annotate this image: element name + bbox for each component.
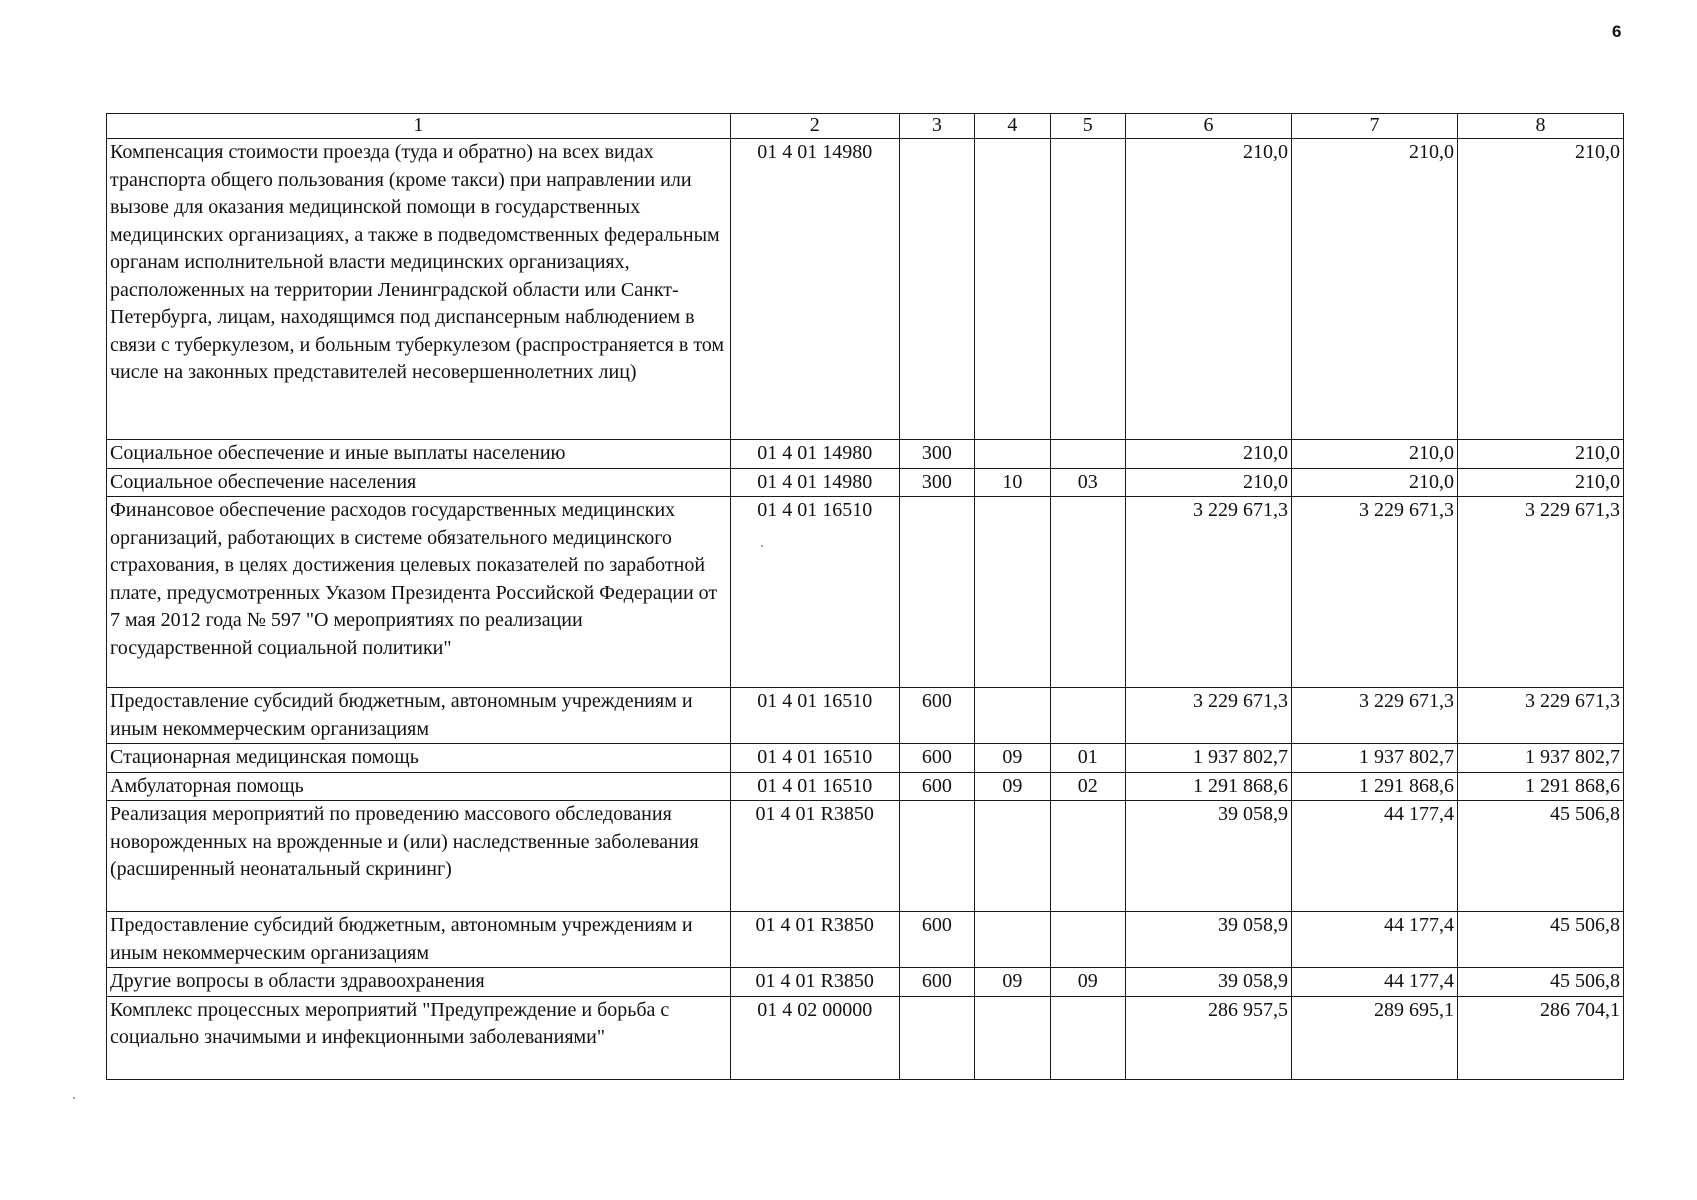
scan-speck — [761, 545, 763, 547]
row-name: Стационарная медицинская помощь — [107, 744, 731, 773]
row-value-7: 289 695,1 — [1291, 996, 1457, 1079]
row-value-7: 210,0 — [1291, 440, 1457, 469]
row-value-7: 44 177,4 — [1291, 912, 1457, 968]
table-row — [107, 912, 1624, 968]
row-col4 — [975, 801, 1050, 912]
row-value-6: 3 229 671,3 — [1126, 497, 1292, 688]
row-col5 — [1050, 688, 1125, 744]
table-row — [107, 139, 1624, 440]
row-col5 — [1050, 801, 1125, 912]
column-header: 5 — [1050, 114, 1125, 139]
row-col3 — [899, 497, 974, 688]
row-value-8: 210,0 — [1457, 139, 1623, 440]
row-name: Амбулаторная помощь — [107, 772, 731, 801]
row-col4 — [975, 912, 1050, 968]
row-code: 01 4 01 16510 — [730, 688, 899, 744]
row-value-8: 3 229 671,3 — [1457, 497, 1623, 688]
row-value-8: 210,0 — [1457, 440, 1623, 469]
row-col5: 02 — [1050, 772, 1125, 801]
column-header: 2 — [730, 114, 899, 139]
row-code: 01 4 01 14980 — [730, 139, 899, 440]
row-value-8: 1 937 802,7 — [1457, 744, 1623, 773]
row-col3 — [899, 801, 974, 912]
row-code: 01 4 02 00000 — [730, 996, 899, 1079]
table-row — [107, 801, 1624, 912]
row-code: 01 4 01 14980 — [730, 468, 899, 497]
row-value-8: 1 291 868,6 — [1457, 772, 1623, 801]
row-code: 01 4 01 16510 — [730, 497, 899, 688]
row-value-7: 1 937 802,7 — [1291, 744, 1457, 773]
table-row — [107, 996, 1624, 1079]
row-col3: 600 — [899, 912, 974, 968]
row-name: Другие вопросы в области здравоохранения — [107, 968, 731, 997]
row-col4 — [975, 440, 1050, 469]
row-col3 — [899, 139, 974, 440]
table-row — [107, 688, 1624, 744]
row-value-8: 286 704,1 — [1457, 996, 1623, 1079]
row-col5: 01 — [1050, 744, 1125, 773]
row-col3: 600 — [899, 968, 974, 997]
row-value-8: 45 506,8 — [1457, 912, 1623, 968]
row-col3: 600 — [899, 744, 974, 773]
row-col4: 09 — [975, 744, 1050, 773]
row-col3: 600 — [899, 688, 974, 744]
row-code: 01 4 01 R3850 — [730, 912, 899, 968]
row-code: 01 4 01 16510 — [730, 744, 899, 773]
row-col4 — [975, 497, 1050, 688]
row-value-7: 210,0 — [1291, 139, 1457, 440]
row-col5 — [1050, 912, 1125, 968]
row-col3: 600 — [899, 772, 974, 801]
row-value-6: 3 229 671,3 — [1126, 688, 1292, 744]
row-col4 — [975, 688, 1050, 744]
row-code: 01 4 01 R3850 — [730, 801, 899, 912]
row-value-7: 210,0 — [1291, 468, 1457, 497]
row-col5: 09 — [1050, 968, 1125, 997]
column-header: 8 — [1457, 114, 1623, 139]
row-col4 — [975, 139, 1050, 440]
row-name: Компенсация стоимости проезда (туда и обратно) на всех видах транспорта общего пользования (кроме такси) при направлении или вызове для оказания медицинской помощи в государственных медицинских организациях, а также в подведомственных федеральным органам исполнительной власти медицинских организациях, расположенных на территории Ленинградской области или Санкт-Петербурга, лицам, находящимся под диспансерным наблюдением в связи с туберкулезом, и больным туберкулезом (распространяется в том числе на законных представителей несовершеннолетних лиц) — [107, 139, 731, 440]
row-col4 — [975, 996, 1050, 1079]
table-row — [107, 772, 1624, 801]
row-value-6: 210,0 — [1126, 468, 1292, 497]
table-row — [107, 440, 1624, 469]
row-col4: 09 — [975, 968, 1050, 997]
table-row — [107, 968, 1624, 997]
row-value-7: 44 177,4 — [1291, 801, 1457, 912]
column-header: 6 — [1126, 114, 1292, 139]
scan-speck — [73, 1097, 75, 1099]
row-col3: 300 — [899, 440, 974, 469]
row-value-6: 210,0 — [1126, 440, 1292, 469]
row-value-7: 1 291 868,6 — [1291, 772, 1457, 801]
row-value-6: 210,0 — [1126, 139, 1292, 440]
row-value-8: 3 229 671,3 — [1457, 688, 1623, 744]
row-code: 01 4 01 14980 — [730, 440, 899, 469]
row-col4: 10 — [975, 468, 1050, 497]
row-value-6: 1 937 802,7 — [1126, 744, 1292, 773]
row-col5 — [1050, 440, 1125, 469]
budget-table — [106, 113, 1624, 1080]
row-col5 — [1050, 139, 1125, 440]
table-header-row — [107, 114, 1624, 139]
column-header: 4 — [975, 114, 1050, 139]
row-col5: 03 — [1050, 468, 1125, 497]
row-col5 — [1050, 996, 1125, 1079]
row-value-6: 39 058,9 — [1126, 801, 1292, 912]
row-name: Предоставление субсидий бюджетным, автономным учреждениям и иным некоммерческим организациям — [107, 912, 731, 968]
row-value-6: 1 291 868,6 — [1126, 772, 1292, 801]
row-value-6: 39 058,9 — [1126, 912, 1292, 968]
row-value-7: 3 229 671,3 — [1291, 688, 1457, 744]
row-value-6: 39 058,9 — [1126, 968, 1292, 997]
row-name: Финансовое обеспечение расходов государственных медицинских организаций, работающих в системе обязательного медицинского страхования, в целях достижения целевых показателей по заработной плате, предусмотренных Указом Президента Российской Федерации от 7 мая 2012 года № 597 "О мероприятиях по реализации государственной социальной политики" — [107, 497, 731, 688]
column-header: 7 — [1291, 114, 1457, 139]
row-col3 — [899, 996, 974, 1079]
column-header: 3 — [899, 114, 974, 139]
row-value-8: 45 506,8 — [1457, 801, 1623, 912]
page-number: 6 — [1612, 22, 1622, 41]
row-name: Комплекс процессных мероприятий "Предупреждение и борьба с социально значимыми и инфекционными заболеваниями" — [107, 996, 731, 1079]
table-row — [107, 468, 1624, 497]
row-value-7: 44 177,4 — [1291, 968, 1457, 997]
row-code: 01 4 01 16510 — [730, 772, 899, 801]
column-header: 1 — [107, 114, 731, 139]
row-value-6: 286 957,5 — [1126, 996, 1292, 1079]
row-value-7: 3 229 671,3 — [1291, 497, 1457, 688]
row-col5 — [1050, 497, 1125, 688]
table-row — [107, 497, 1624, 688]
table-row — [107, 744, 1624, 773]
row-value-8: 210,0 — [1457, 468, 1623, 497]
row-name: Предоставление субсидий бюджетным, автономным учреждениям и иным некоммерческим организациям — [107, 688, 731, 744]
row-name: Социальное обеспечение населения — [107, 468, 731, 497]
row-col4: 09 — [975, 772, 1050, 801]
row-name: Социальное обеспечение и иные выплаты населению — [107, 440, 731, 469]
row-code: 01 4 01 R3850 — [730, 968, 899, 997]
row-name: Реализация мероприятий по проведению массового обследования новорожденных на врожденные и (или) наследственные заболевания (расширенный неонатальный скрининг) — [107, 801, 731, 912]
row-value-8: 45 506,8 — [1457, 968, 1623, 997]
row-col3: 300 — [899, 468, 974, 497]
